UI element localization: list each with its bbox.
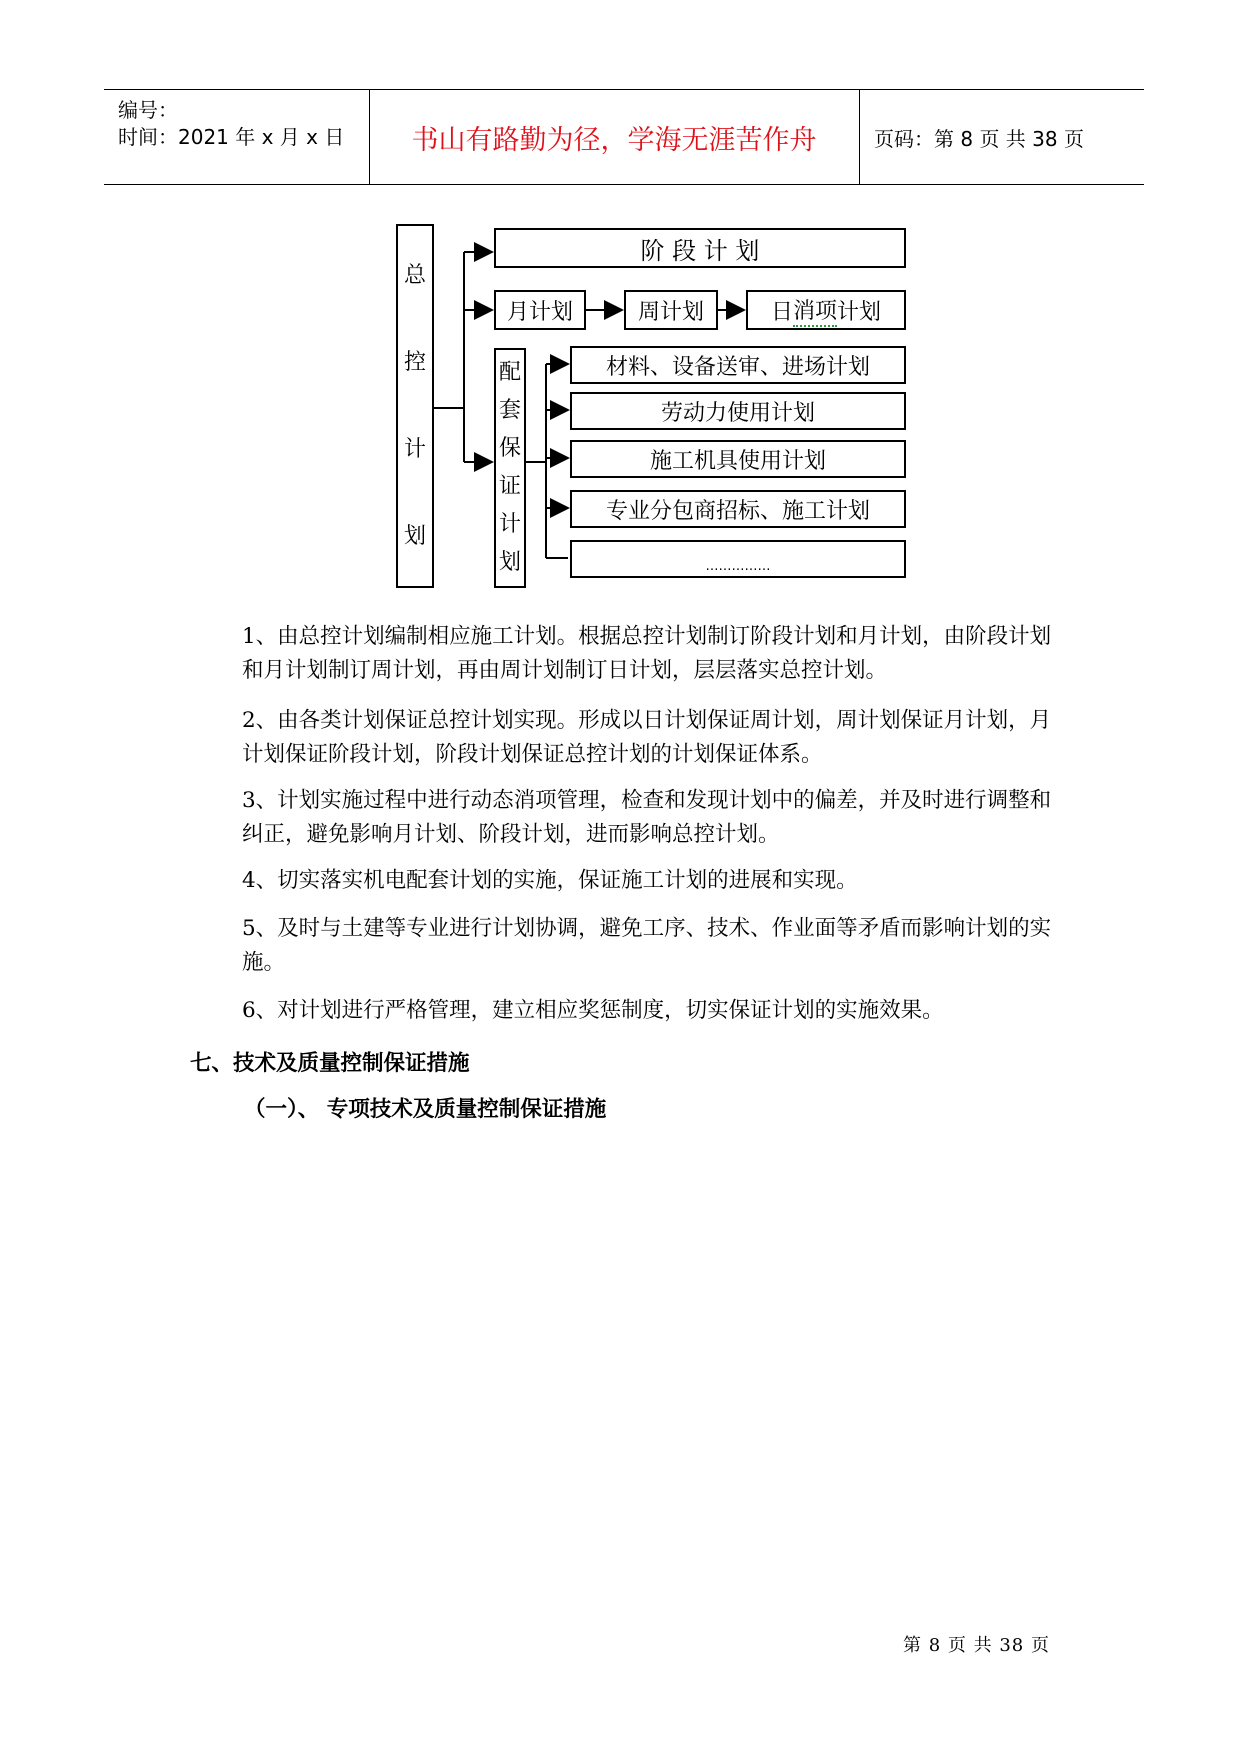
paragraph-5 — [190, 912, 1060, 980]
support-item-subcontract: 专业分包商招标、施工计划 — [570, 490, 906, 528]
paragraph-text: 4、切实落实机电配套计划的实施，保证施工计划的进展和实现。 — [242, 868, 858, 893]
day-plan-suffix: 计划 — [837, 299, 882, 325]
paragraph-1 — [190, 620, 1060, 688]
day-plan-prefix: 日 — [770, 299, 793, 325]
paragraph-3 — [190, 784, 1060, 852]
root-char: 计 — [403, 436, 426, 462]
paragraph-text: 5、及时与土建等专业进行计划协调，避免工序、技术、作业面等矛盾而影响计划的实施。 — [242, 916, 1052, 975]
paragraph-text: 6、对计划进行严格管理，建立相应奖惩制度，切实保证计划的实施效果。 — [242, 998, 944, 1023]
root-plan-box — [396, 224, 434, 588]
stage-plan-box: 阶 段 计 划 — [494, 228, 906, 268]
day-plan-underlined: 消项 — [793, 294, 837, 327]
motto: 书山有路勤为径，学海无涯苦作舟 — [369, 90, 860, 184]
root-char: 划 — [403, 523, 426, 549]
subsection-heading: （一）、 专项技术及质量控制保证措施 — [244, 1097, 607, 1122]
paragraph-text: 1、由总控计划编制相应施工计划。根据总控计划制订阶段计划和月计划，由阶段计划和月计划制订周计划，再由周计划制订日计划，层层落实总控计划。 — [242, 624, 1052, 683]
number-label: 编号： — [118, 98, 178, 122]
support-plan-box — [494, 348, 526, 588]
header-left-cell — [104, 90, 370, 184]
paragraph-4 — [190, 864, 1060, 898]
day-plan-box — [746, 290, 906, 330]
support-char: 证 — [498, 474, 521, 499]
support-item-labor: 劳动力使用计划 — [570, 392, 906, 430]
plan-diagram — [396, 224, 906, 588]
support-char: 配 — [498, 360, 521, 385]
support-char: 保 — [498, 436, 521, 461]
support-item-machinery: 施工机具使用计划 — [570, 440, 906, 478]
root-char: 控 — [403, 349, 426, 375]
paragraph-6 — [190, 994, 1060, 1028]
paragraph-text: 3、计划实施过程中进行动态消项管理，检查和发现计划中的偏差，并及时进行调整和纠正，避免影响月计划、阶段计划，进而影响总控计划。 — [242, 788, 1052, 847]
support-char: 套 — [498, 398, 521, 423]
paragraph-2 — [190, 704, 1060, 772]
section-heading: 七、技术及质量控制保证措施 — [190, 1051, 470, 1076]
page-footer: 第 8 页 共 38 页 — [903, 1635, 1050, 1656]
page-header — [104, 89, 1144, 185]
paragraph-text: 2、由各类计划保证总控计划实现。形成以日计划保证周计划，周计划保证月计划，月计划保证阶段计划，阶段计划保证总控计划的计划保证体系。 — [242, 708, 1052, 767]
time-label: 时间：2021 年 x 月 x 日 — [118, 125, 345, 149]
month-plan-box: 月计划 — [494, 290, 586, 330]
support-item-materials: 材料、设备送审、进场计划 — [570, 346, 906, 384]
week-plan-box: 周计划 — [624, 290, 718, 330]
support-char: 计 — [498, 512, 521, 537]
support-char: 划 — [498, 550, 521, 575]
root-char: 总 — [403, 262, 426, 288]
page-code: 页码：第 8 页 共 38 页 — [874, 126, 1084, 151]
support-item-ellipsis: …………… — [570, 540, 906, 578]
